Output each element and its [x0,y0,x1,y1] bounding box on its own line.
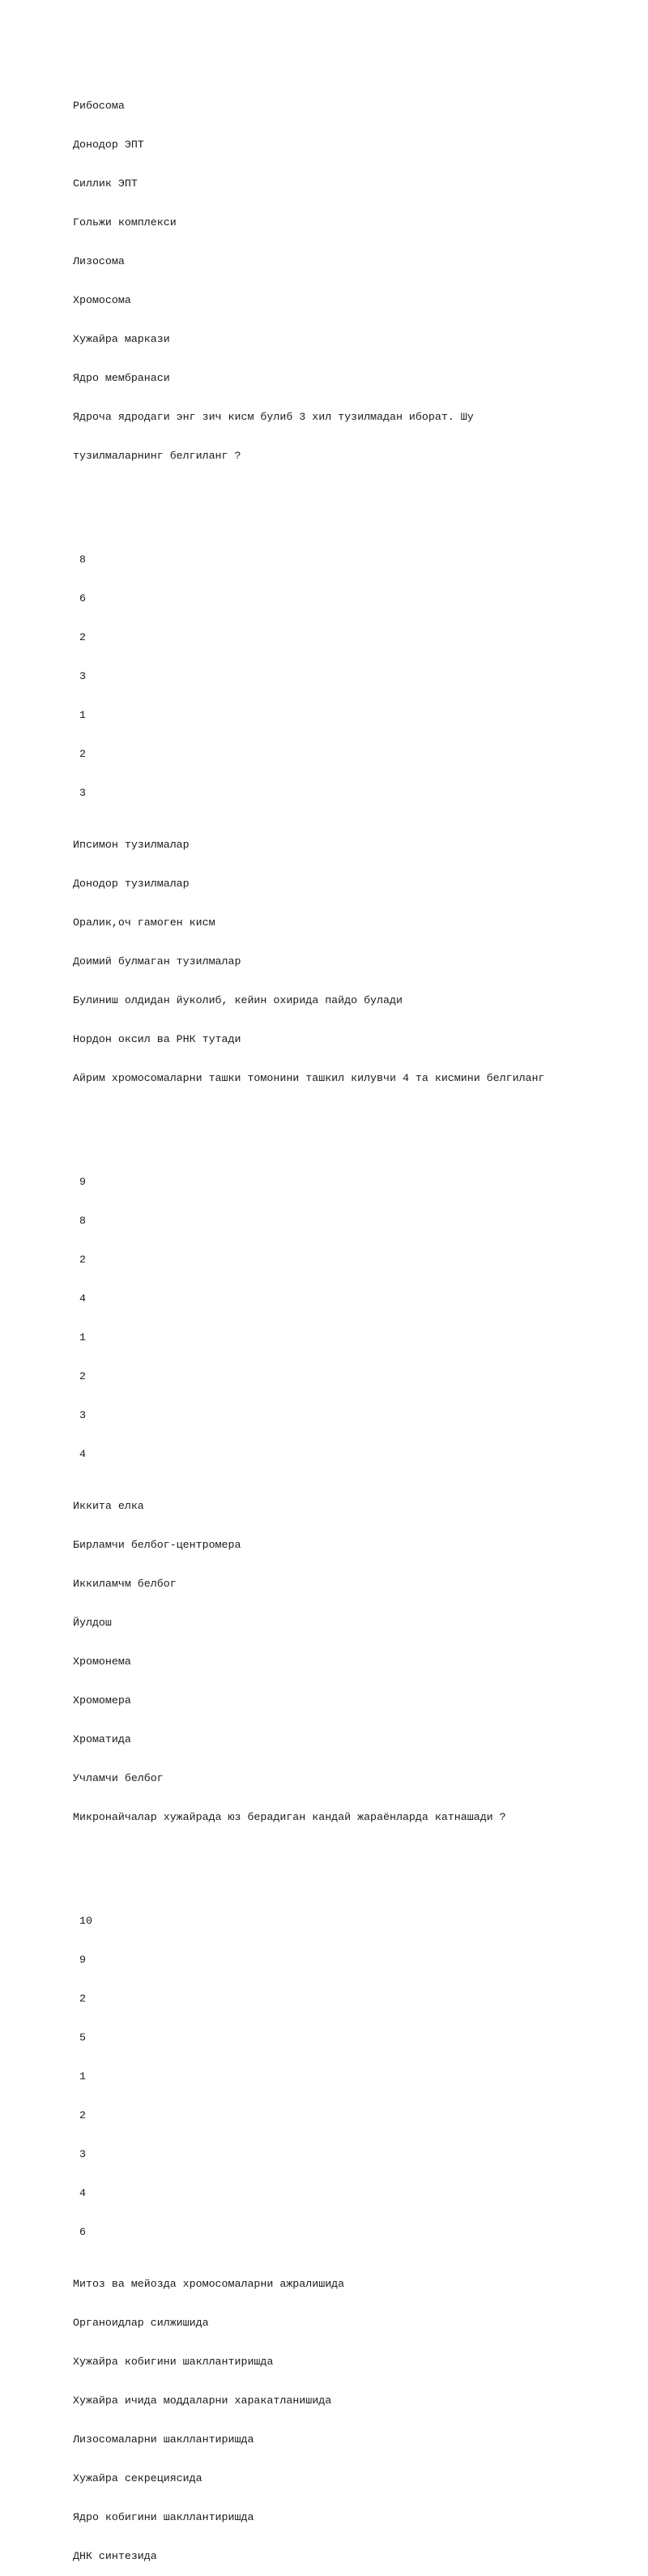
number-line: 5 [79,2031,86,2044]
number-line: 6 [79,2226,86,2238]
text-line: Хужайра кобигини шакллантиришда [73,2356,274,2368]
number-line: 2 [79,1370,86,1382]
text-line: Ядро мембранаси [73,372,170,384]
number-line: 4 [79,1292,86,1305]
number-line: 3 [79,2148,86,2160]
text-line: Нордон оксил ва РНК тутади [73,1033,241,1045]
text-line: Хужайра маркази [73,333,170,345]
number-line: 8 [79,1215,86,1227]
text-line: Лизосомаларни шакллантиришда [73,2433,254,2446]
text-line: Иккита елка [73,1500,144,1512]
text-line: Лизосома [73,255,125,267]
text-line: Донодор тузилмалар [73,878,190,890]
text-line: Хужайра секрециясида [73,2472,202,2484]
text-line: Иккиламчм белбог [73,1578,177,1590]
number-line: 2 [79,1254,86,1266]
number-line: 10 [79,1915,92,1927]
text-line: Хромонема [73,1655,131,1668]
number-line: 1 [79,2070,86,2083]
text-line: Донодор ЭПТ [73,139,144,151]
text-line: Доимий булмаган тузилмалар [73,955,241,968]
number-line: 4 [79,2187,86,2199]
number-line: 3 [79,787,86,799]
number-line: 9 [79,1954,86,1966]
blank-line [73,489,632,502]
text-line: ДНК синтезида [73,2550,157,2562]
document-page [73,61,632,2576]
number-line: 1 [79,1331,86,1344]
text-line: Митоз ва мейозда хромосомаларни ажралишида [73,2278,345,2290]
question-text: Айрим хромосомаларни ташки томонини ташкил килувчи 4 та кисмини белгиланг [73,1072,545,1084]
text-line: Оралик,оч гамоген кисм [73,916,215,929]
number-line: 3 [79,1409,86,1421]
blank-line [73,1850,632,1863]
text-line: Хроматида [73,1733,131,1745]
text-line: Гольжи комплекси [73,216,177,229]
blank-line [73,1111,632,1124]
number-line: 2 [79,2109,86,2121]
text-line: Йулдош [73,1617,112,1629]
question-text: Ядроча ядродаги энг зич кисм булиб 3 хил тузилмадан иборат. Шу [73,411,474,423]
text-line: Учламчи белбог [73,1772,164,1784]
number-line: 3 [79,670,86,682]
number-line: 8 [79,553,86,566]
text-line: Булиниш олдидан йуколиб, кейин охирида пайдо булади [73,994,403,1006]
text-line: Ядро кобигини шакллантиришда [73,2511,254,2523]
number-line: 6 [79,592,86,604]
text-line: Силлик ЭПТ [73,177,138,190]
text-line: Рибосома [73,100,125,112]
text-line: Хужайра ичида моддаларни харакатланишида [73,2394,332,2407]
text-line: Бирламчи белбог-центромера [73,1539,241,1551]
question-text: Микронайчалар хужайрада юз берадиган кандай жараёнларда катнашади ? [73,1811,506,1823]
number-line: 2 [79,631,86,643]
text-line: Органоидлар силжишида [73,2317,209,2329]
number-line: 4 [79,1448,86,1460]
text-line: Хромомера [73,1694,131,1707]
number-line: 1 [79,709,86,721]
text-line: Ипсимон тузилмалар [73,839,190,851]
number-line: 2 [79,1993,86,2005]
text-line: Хромосома [73,294,131,306]
number-line: 9 [79,1176,86,1188]
question-text: тузилмаларнинг белгиланг ? [73,450,241,462]
number-line: 2 [79,748,86,760]
